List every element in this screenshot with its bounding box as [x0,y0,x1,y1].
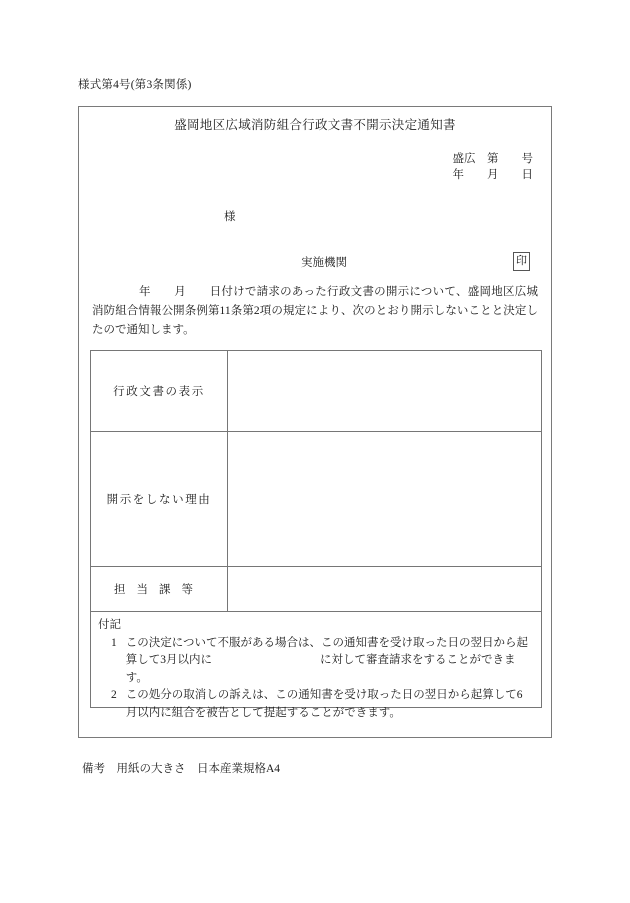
document-number-line: 盛広 第 号 [452,153,533,165]
row-label-document-description [91,351,228,432]
paper-size-remark: 備考 用紙の大きさ 日本産業規格A4 [82,763,281,775]
row-value-responsible-division[interactable] [228,567,542,612]
row-value-nondisclosure-reason[interactable] [228,432,542,567]
appendix-item-2 [98,687,533,722]
row-label-responsible-division [91,567,228,612]
form-table [90,350,542,612]
seal-stamp-icon: 印 [513,252,530,271]
body-paragraph [92,283,538,340]
row-value-document-description[interactable] [228,351,542,432]
appendix-title: 付記 [98,619,121,631]
appendix-item-1 [98,635,533,688]
table-row [91,567,542,612]
appendix-item-text-before-gap: この決定について不服がある場合は、この通知書を受け取った日の翌日から起算して3月以内に [125,636,529,666]
document-frame [78,106,552,738]
row-label-text: 開示をしない理由 [106,494,212,506]
table-row [91,432,542,567]
form-number-label: 様式第4号(第3条関係) [78,79,192,91]
document-body [79,107,551,737]
appendix-item-number: 1 [111,636,117,649]
appendix-box [90,611,542,719]
recipient-field: 様 [224,211,236,223]
document-title: 盛岡地区広域消防組合行政文書不開示決定通知書 [174,118,456,132]
document-date-line: 年 月 日 [452,169,533,181]
appendix-item-number: 2 [111,689,117,701]
appendix-item-text-after-gap: に対して審査請求をすることができます。 [125,654,516,684]
appendix-item-text [126,635,533,688]
table-row [91,351,542,432]
row-label-text: 行政文書の表示 [113,386,205,398]
row-label-nondisclosure-reason [91,432,228,567]
document-number-block [453,151,534,183]
row-label-text: 担当課等 [114,584,204,596]
implementing-agency-field: 実施機関 [301,257,347,269]
body-paragraph-lead: 年 月 日付けで請求のあった行政文書の開示について、盛岡地区広 [92,286,527,298]
body-paragraph-rest: 城消防組合情報公開条例第11条第2項の規定により、次のとおり開示しないことと決定したので通知します。 [92,286,538,336]
appendix-item-text: この処分の取消しの訴えは、この通知書を受け取った日の翌日から起算して6月以内に組合を被告として提起することができます。 [125,689,523,719]
